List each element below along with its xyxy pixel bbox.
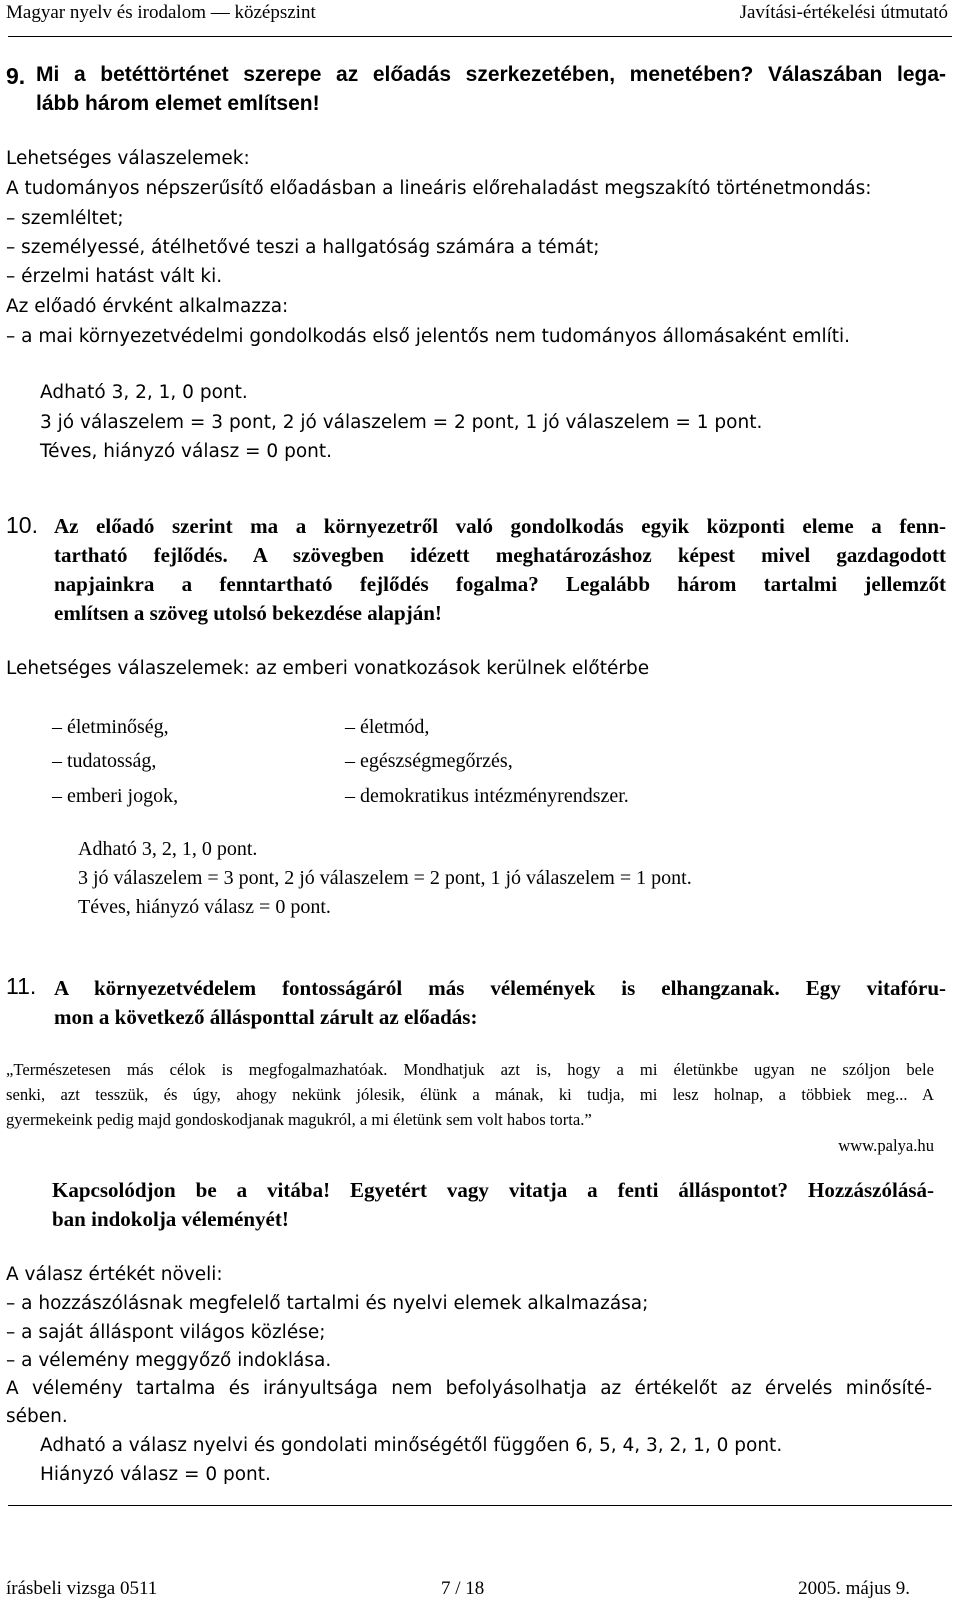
q10-left-item: – tudatosság, [52,750,157,772]
q11-criteria: – a vélemény meggyőző indoklása. [6,1350,332,1371]
q11-task-line1: Kapcsolódjon be a vitába! Egyetért vagy vitatja a fenti álláspontot? Hozzászólásá- [52,1178,934,1202]
q11-quote-line: senki, azt tesszük, és úgy, ahogy nekünk jólesik, élünk a mának, ki tudja, mi lesz holnap, a többiek meg... A [6,1085,934,1104]
q11-scoring: Hiányzó válasz = 0 pont. [40,1464,271,1485]
q10-intro: Lehetséges válaszelemek: az emberi vonatkozások kerülnek előtérbe [6,658,650,679]
q10-title-line: említsen a szöveg utolsó bekezdése alapján! [54,601,442,625]
q11-task-line2: ban indokolja véleményét! [52,1207,289,1231]
q10-left-item: – életminőség, [52,716,169,738]
q10-scoring: Adható 3, 2, 1, 0 pont. [78,838,258,860]
q9-title-line2: lább három elemet említsen! [36,92,320,115]
q10-scoring: 3 jó válaszelem = 3 pont, 2 jó válaszelem = 2 pont, 1 jó válaszelem = 1 pont. [78,867,692,889]
q10-right-item: – életmód, [345,716,430,738]
q9-line: – a mai környezetvédelmi gondolkodás első jelentős nem tudományos állomásaként említi. [6,326,851,347]
q11-note-line1: A vélemény tartalma és irányultsága nem befolyásolhatja az értékelőt az érvelés minősíté- [6,1378,932,1399]
q11-criteria: – a hozzászólásnak megfelelő tartalmi és nyelvi elemek alkalmazása; [6,1293,649,1314]
footer-left: írásbeli vizsga 0511 [6,1578,158,1599]
q9-scoring: Adható 3, 2, 1, 0 pont. [40,382,248,403]
q11-criteria: – a saját álláspont világos közlése; [6,1322,326,1343]
q11-title-line2: mon a következő állásponttal zárult az előadás: [54,1005,478,1029]
q10-scoring: Téves, hiányzó válasz = 0 pont. [78,896,331,918]
q9-scoring: 3 jó válaszelem = 3 pont, 2 jó válaszelem = 2 pont, 1 jó válaszelem = 1 pont. [40,412,763,433]
q9-line: Az előadó érvként alkalmazza: [6,296,289,317]
header-left: Magyar nyelv és irodalom — középszint [6,2,316,23]
q11-title-line1: A környezetvédelem fontosságáról más vélemények is elhangzanak. Egy vitafóru- [54,976,946,1000]
q11-note-line2: sében. [6,1406,68,1427]
q11-quote-line: gyermekeink pedig majd gondoskodjanak magukról, a mi életünk sem volt habos torta.” [6,1110,592,1129]
footer-date: 2005. május 9. [798,1578,910,1599]
q9-scoring: Téves, hiányzó válasz = 0 pont. [40,441,332,462]
q10-title-line: napjainkra a fenntartható fejlődés fogalma? Legalább három tartalmi jellemzőt [54,572,946,596]
q10-title-line: Az előadó szerint ma a környezetről való gondolkodás egyik központi eleme a fenn- [54,514,946,538]
q10-right-item: – egészségmegőrzés, [345,750,513,772]
header-right: Javítási-értékelési útmutató [739,2,948,23]
q11-number: 11. [6,973,37,999]
footer-page-number: 7 / 18 [441,1578,485,1599]
header-rule [8,36,952,37]
q9-line: A tudományos népszerűsítő előadásban a lineáris előrehaladást megszakító történetmondás: [6,178,872,199]
q9-line: Lehetséges válaszelemek: [6,148,250,169]
q11-quote-line: „Természetesen más célok is megfogalmazhatóak. Mondhatjuk azt is, hogy a mi életünkbe ugyan ne szóljon bele [6,1060,934,1079]
q10-number: 10. [6,512,38,538]
footer-rule [8,1505,952,1506]
q11-source: www.palya.hu [838,1136,934,1155]
q9-title-line1: Mi a betéttörténet szerepe az előadás szerkezetében, menetében? Válaszában lega- [36,63,946,86]
q10-title-line: tartható fejlődés. A szövegben idézett meghatározáshoz képest mivel gazdagodott [54,543,946,567]
q11-scoring: Adható a válasz nyelvi és gondolati minőségétől függően 6, 5, 4, 3, 2, 1, 0 pont. [40,1435,783,1456]
q9-number: 9. [6,63,26,89]
q10-right-item: – demokratikus intézményrendszer. [345,785,629,807]
q11-criteria: A válasz értékét növeli: [6,1264,223,1285]
q10-left-item: – emberi jogok, [52,785,179,807]
q9-line: – szemléltet; [6,208,124,229]
q9-line: – személyessé, átélhetővé teszi a hallgatóság számára a témát; [6,237,600,258]
q9-line: – érzelmi hatást vált ki. [6,266,223,287]
